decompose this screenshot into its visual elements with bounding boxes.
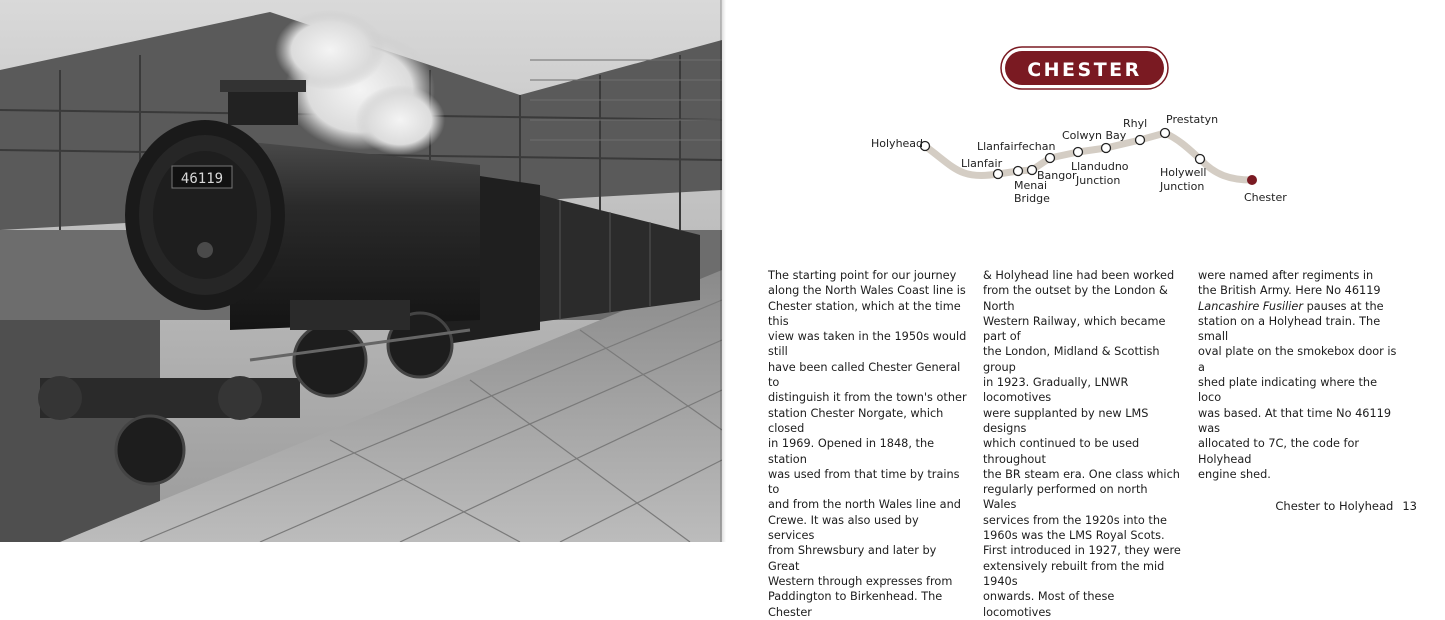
station-label-bangor: Bangor (1037, 169, 1077, 182)
text-line: distinguish it from the town's other (768, 391, 967, 405)
text-line: 1960s was the LMS Royal Scots. (983, 529, 1165, 543)
text-line: in 1969. Opened in 1848, the station (768, 437, 935, 466)
text-line: the British Army. Here No 46119 (1198, 284, 1381, 298)
station-label-prestatyn: Prestatyn (1166, 113, 1219, 126)
text-line: Chester station, which at the time this (768, 299, 961, 328)
body-text-column-3 (1198, 268, 1398, 482)
text-line: view was taken in the 1950s would still (768, 330, 967, 359)
text-line: the London, Midland & Scottish group (983, 345, 1160, 374)
body-text-column-1 (768, 268, 968, 620)
text-line: extensively rebuilt from the mid 1940s (983, 559, 1165, 588)
text-line: Western Railway, which became part of (983, 314, 1166, 344)
station-marker-bangor (1028, 166, 1037, 175)
station-marker-chester (1247, 175, 1257, 185)
station-marker-colwyn-bay (1102, 144, 1111, 153)
text-line (1198, 299, 1398, 314)
text-line: Crewe. It was also used by services (768, 513, 919, 543)
station-label-llanfairfechan: Llanfairfechan (977, 140, 1056, 153)
text-line: First introduced in 1927, they were (983, 544, 1181, 558)
text-line: and from the north Wales line and (768, 498, 961, 512)
text-line: along the North Wales Coast line is (768, 284, 966, 298)
text-line: services from the 1920s into the (983, 513, 1167, 527)
smokebox-number: 46119 (180, 171, 224, 187)
text-line: have been called Chester General to (768, 360, 961, 390)
station-label-rhyl: Rhyl (1123, 117, 1148, 130)
locomotive-photograph (0, 0, 722, 542)
text-line: Paddington to Birkenhead. The Chester (768, 590, 943, 619)
text-line: oval plate on the smokebox door is a (1198, 345, 1397, 374)
text-line: station Chester Norgate, which closed (768, 406, 944, 435)
station-marker-llanfairfechan (1046, 154, 1055, 163)
text-line: was used from that time by trains to (768, 467, 960, 497)
page-number: 13 (1402, 499, 1417, 513)
station-label-chester: Chester (1244, 191, 1287, 204)
text-line: shed plate indicating where the loco (1198, 376, 1378, 405)
text-line: from the outset by the London & North (983, 284, 1168, 313)
text-line: Western through expresses from (768, 574, 953, 588)
text-line-rest: pauses at the (1302, 299, 1384, 313)
body-text-column-2 (983, 268, 1183, 620)
station-marker-rhyl (1136, 136, 1145, 145)
station-marker-prestatyn (1161, 129, 1170, 138)
route-map (860, 40, 1300, 220)
station-label-holyhead: Holyhead (871, 137, 924, 150)
station-label-llandudno-junction: Junction (1076, 174, 1121, 187)
text-line: The starting point for our journey (768, 269, 957, 282)
text-line: were supplanted by new LMS designs (983, 406, 1149, 435)
station-label-holywell-junction: Junction (1160, 180, 1205, 193)
text-line: which continued to be used throughout (983, 437, 1140, 466)
station-label-holywell: Holywell (1160, 166, 1207, 179)
running-title: Chester to Holyhead (1275, 499, 1394, 513)
chester-badge (1001, 47, 1168, 89)
text-line: in 1923. Gradually, LNWR locomotives (983, 376, 1129, 405)
page-gutter (720, 0, 726, 542)
text-line: & Holyhead line had been worked (983, 269, 1175, 282)
station-marker-holywell-junction (1196, 155, 1205, 164)
text-line: onwards. Most of these locomotives (983, 590, 1115, 619)
station-label-menai: Menai (1014, 179, 1048, 192)
station-label-colwyn-bay: Colwyn Bay (1062, 129, 1127, 142)
locomotive-name-italic: Lancashire Fusilier (1198, 299, 1303, 313)
text-line: allocated to 7C, the code for Holyhead (1198, 437, 1360, 466)
text-line: were named after regiments in (1198, 269, 1374, 282)
badge-label: CHESTER (1027, 59, 1142, 81)
station-label-llanfair: Llanfair (961, 157, 1003, 170)
station-marker-llandudno-junction (1074, 148, 1083, 157)
station-label-bridge: Bridge (1014, 192, 1050, 205)
text-line: from Shrewsbury and later by Great (768, 544, 937, 573)
text-line: was based. At that time No 46119 was (1198, 406, 1392, 435)
page-footer (1275, 499, 1417, 513)
text-line: engine shed. (1198, 467, 1271, 481)
text-line: regularly performed on north Wales (983, 483, 1148, 512)
text-line: station on a Holyhead train. The small (1198, 314, 1381, 344)
station-label-llandudno: Llandudno (1071, 160, 1129, 173)
station-marker-menai-bridge (1014, 167, 1023, 176)
station-marker-llanfair (994, 170, 1003, 179)
text-line: the BR steam era. One class which (983, 467, 1180, 481)
